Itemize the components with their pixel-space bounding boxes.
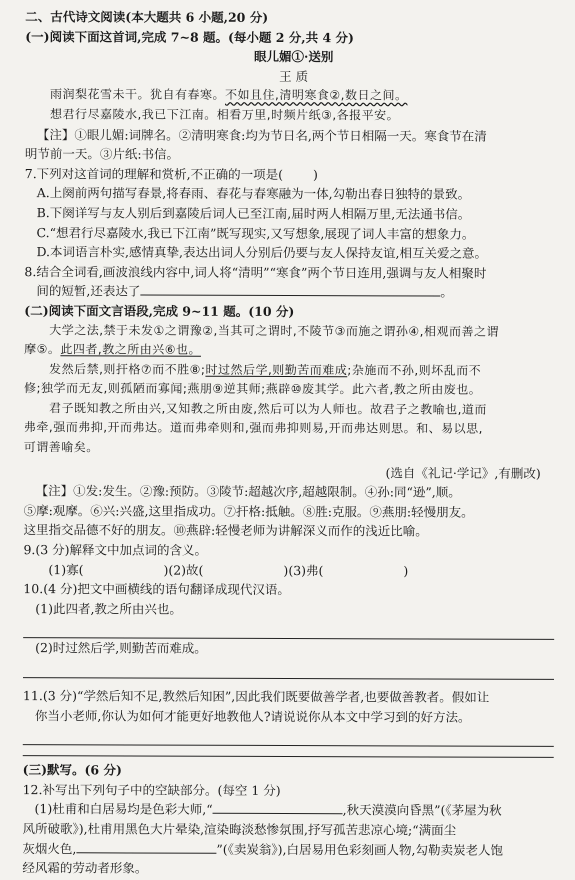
passage-p1-line-2: 摩⑤。此四者,教之所由兴⑥也。 [24, 342, 202, 357]
part2-instruction: (二)阅读下面文言语段,完成 9~11 题。(10 分) [24, 302, 295, 319]
passage-p2-line-1: 发然后禁,则扞格⑦而不胜⑧;时过然后学,则勤苦而难成;杂施而不孙,则坏乱而不 [49, 361, 482, 378]
question-11-line-1: 11.(3 分)“学然后知不足,教然后知困”,因此我们既要做善学者,也要做善教者。假如让 [22, 688, 490, 705]
q9-blank-2[interactable] [203, 561, 283, 574]
question-10: 10.(4 分)把文中画横线的语句翻译成现代汉语。 [23, 581, 290, 598]
question-11-line-2: 你当小老师,你认为如何才能更好地教他人?请说说你从本文中学习到的好方法。 [34, 707, 471, 725]
q12-blank-1[interactable] [213, 800, 343, 814]
q12-line-1: (1)杜甫和白居易均是色彩大师,“ ,秋天漠漠向昏黑”(《茅屋为秋 [34, 801, 502, 819]
question-8-line-1: 8.结合全词看,画波浪线内容中,词人将“清明”“寒食”两个节日连用,强调与友人相聚时 [24, 263, 487, 281]
part3-title: (三)默写。(6 分) [22, 762, 122, 778]
passage-p2-line-2: 修;独学而无友,则孤陋而寡闻;燕朋⑨逆其师;燕辟⑩废其学。此六者,教之所由废也。 [23, 381, 482, 397]
poem-note-2: 明节前一天。③片纸:书信。 [24, 146, 180, 162]
passage-p3-line-1: 君子既知教之所由兴,又知教之所由废,然后可以为人师也。故君子之教喻也,道而 [48, 401, 487, 417]
poem-title: 眼儿媚①·送别 [253, 49, 334, 65]
passage-p3-line-2: 弗牵,强而弗抑,开而弗达。道而弗牵则和,强而弗抑则易,开而弗达则思。和、易以思, [23, 420, 483, 437]
passage-p3-line-3: 可谓善喻矣。 [23, 440, 99, 455]
poem-line-1: 雨润梨花雪未干。犹自有春寒。不如且住,清明寒食②,数日之间。 [50, 87, 408, 103]
q7-option-a: A.上阕前两句描写春景,将春雨、春花与春寒融为一体,勾勒出春日独特的景致。 [36, 185, 471, 202]
q10-answer-line-2[interactable] [23, 658, 554, 680]
passage-note-2: ⑤摩:观摩。⑥兴:兴盛,这里指成功。⑦扞格:抵触。⑧胜:克服。⑨燕朋:轻慢朋友。 [23, 502, 474, 520]
q9-blank-3[interactable] [323, 562, 403, 575]
question-7: 7.下列对这首词的理解和赏析,不正确的一项是( ) [24, 165, 318, 182]
question-8-line-2: 间的短暂,还表达了 。 [36, 283, 453, 300]
q7-option-c: C.“想君行尽嘉陵水,我已下江南”既写现实,又写想象,展现了词人丰富的想象力。 [36, 224, 475, 242]
q12-line-3: 灰烟火色, ”(《卖炭翁》),白居易用色彩刻画人物,勾勒卖炭老人饱 [22, 840, 504, 858]
q10-item-1: (1)此四者,教之所由兴也。 [35, 600, 182, 617]
q10-item-2: (2)时过然后学,则勤苦而难成。 [35, 640, 207, 657]
underlined-sentence-2: 时过然后学,则勤苦而难成 [205, 362, 348, 377]
q7-option-d: D.本词语言朴实,感情真挚,表达出词人分别后仍要与友人保持友谊,相互关爱之意。 [36, 244, 488, 261]
q11-answer-line-2[interactable] [23, 745, 554, 758]
passage-note-1: 【注】①发:发生。②豫:预防。③陵节:超越次序,超越限制。④孙:同“逊”,顺。 [35, 483, 461, 500]
underlined-sentence-1: 此四者,教之所由兴⑥也。 [60, 342, 202, 357]
q11-answer-line-1[interactable] [23, 725, 554, 747]
passage-p1-line-1: 大学之法,禁于未发①之谓豫②,当其可之谓时,不陵节③而施之谓孙④,相观而善之谓 [49, 322, 500, 339]
q10-answer-line-1[interactable] [23, 618, 554, 640]
poem-author: 王 质 [279, 68, 309, 84]
passage-source: (选自《礼记·学记》,有删改) [385, 464, 541, 481]
wavy-underlined-text: 不如且住,清明寒食②,数日之间。 [225, 88, 408, 103]
section-title: 二、古代诗文阅读(本大题共 6 小题,20 分) [25, 9, 269, 25]
question-12: 12.补写出下列句子中的空缺部分。(每空 1 分) [22, 781, 281, 798]
q12-blank-2[interactable] [76, 839, 216, 853]
q9-items: (1)寡( )(2)故( )(3)弗( ) [48, 561, 409, 579]
poem-line-2: 想君行尽嘉陵水,我已下江南。相看万里,时频片纸③,各报平安。 [49, 107, 400, 123]
part1-instruction: (一)阅读下面这首词,完成 7~8 题。(每小题 2 分,共 4 分) [25, 28, 355, 45]
q9-blank-1[interactable] [83, 561, 163, 574]
question-9: 9.(3 分)解释文中加点词的含义。 [23, 542, 208, 558]
q8-answer-blank[interactable] [140, 282, 440, 297]
poem-note-1: 【注】①眼儿媚:词牌名。②清明寒食:均为节日名,两个节日相隔一天。寒食节在清 [36, 126, 487, 144]
q7-option-b: B.下阕详写与友人别后到嘉陵后词人已至江南,届时两人相隔万里,无法通书信。 [36, 205, 471, 222]
q12-line-2: 风所破歌》),杜甫用黑色大片晕染,渲染晦淡愁惨氛围,抒写孤苦悲凉心境;“满面尘 [22, 821, 457, 838]
passage-note-3: 这里指交品德不好的朋友。⑩燕辟:轻慢老师为讲解深义而作的浅近比喻。 [23, 522, 428, 539]
q12-line-4: 经风霜的劳动者形象。 [22, 860, 148, 876]
